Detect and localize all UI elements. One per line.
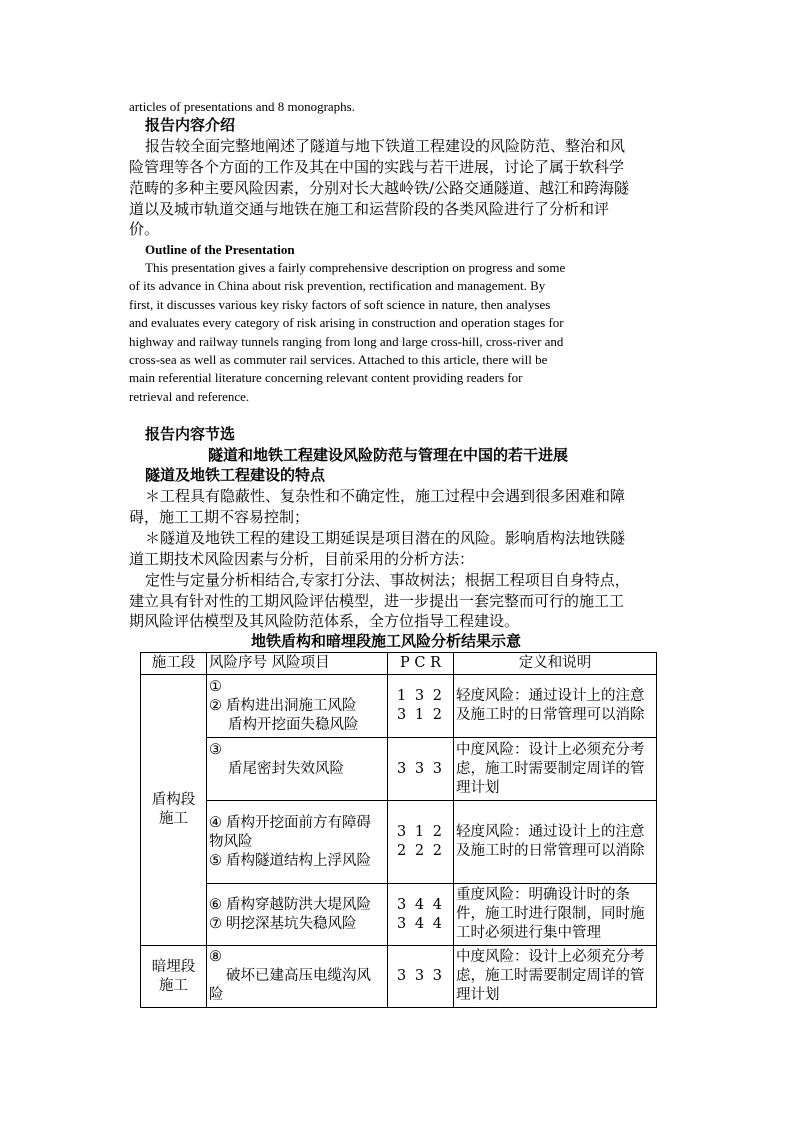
risk-item: 盾构隧道结构上浮风险 [226,852,371,869]
risk-definition: 中度风险：设计上必须充分考虑，施工时需要制定周详的管理计划 [454,946,657,1008]
intro-line: 价。 [129,220,160,238]
pcr-value: 3 4 4 [397,896,444,913]
pcr-values [388,884,454,946]
intro-line: 道以及城市轨道交通与地铁在施工和运营阶段的各类风险进行了分析和评 [129,200,610,218]
outline-line: highway and railway tunnels ranging from long and large cross-hill, cross-river and [129,334,564,349]
excerpt-line: ＊隧道及地铁工程的建设工期延误是项目潜在的风险。影响盾构法地铁隧 [145,529,626,547]
stage-cell [141,946,207,1008]
excerpt-title: 隧道和地铁工程建设风险防范与管理在中国的若干进展 [208,446,569,464]
header-stage: 施工段 [141,653,207,675]
excerpt-line: 定性与定量分析相结合,专家打分法、事故树法；根据工程项目自身特点， [145,571,630,589]
outline-line: and evaluates every category of risk arising in construction and operation stages for [129,315,564,330]
stage-name: 盾构段 [151,792,196,808]
pcr-value: 3 1 2 [397,824,444,840]
risk-item: 盾构进出洞施工风险 [226,697,357,714]
risk-item: 盾构开挖面失稳风险 [228,716,359,733]
pcr-value: 3 3 3 [397,760,444,777]
pcr-value: 1 3 2 [397,688,444,704]
risk-number: ⑥ [209,896,222,913]
table-row [141,884,657,946]
excerpt-line: ＊工程具有隐蔽性、复杂性和不确定性，施工过程中会遇到很多困难和障 [145,487,626,505]
header-definition: 定义和说明 [454,653,657,675]
pcr-value: 3 4 4 [397,915,444,932]
stage-name: 施工 [159,977,188,994]
outline-line: This presentation gives a fairly comprehensive description on progress and some [145,260,566,275]
intro-line: 范畴的多种主要风险因素，分别对长大越岭铁/公路交通隧道、越江和跨海隧 [129,179,630,197]
risk-number: ⑤ [209,852,222,869]
risk-definition: 轻度风险：通过设计上的注意及施工时的日常管理可以消除 [454,675,657,738]
table-row [141,801,657,884]
risk-definition: 中度风险：设计上必须充分考虑，施工时需要制定周详的管理计划 [454,738,657,801]
excerpt-line: 碍，施工工期不容易控制； [129,508,310,526]
risk-item: 盾尾密封失效风险 [228,760,344,777]
intro-heading: 报告内容介绍 [145,116,236,134]
header-pcr: P C R [388,653,454,675]
excerpt-heading: 报告内容节选 [145,425,236,443]
risk-number: ③ [209,741,222,758]
outline-line: first, it discusses various key risky factors of soft science in nature, then analyses [129,297,551,312]
intro-line: 险管理等各个方面的工作及其在中国的实践与若干进展，讨论了属于软科学 [129,158,625,176]
pcr-value: 3 3 3 [397,968,444,984]
outline-line: of its advance in China about risk prevention, rectification and management. By [129,278,546,293]
risk-item: 破坏已建高压电缆沟风险 [209,968,371,1003]
pcr-values [388,675,454,738]
risk-number: ① [209,678,222,695]
intro-line: 报告较全面完整地阐述了隧道与地下铁道工程建设的风险防范、整治和风 [145,137,626,155]
outline-line: cross-sea as well as commuter rail services. Attached to this article, there will be [129,352,548,367]
risk-item: 盾构开挖面前方有障碍物风险 [209,814,371,850]
header-risk: 风险序号 风险项目 [207,653,388,675]
excerpt-line: 道工期技术风险因素与分析，目前采用的分析方法： [129,550,475,568]
top-line: articles of presentations and 8 monographs. [129,99,355,114]
risk-item: 盾构穿越防洪大堤风险 [226,896,371,913]
table-row [141,946,657,1008]
excerpt-line: 建立具有针对性的工期风险评估模型，进一步提出一套完整而可行的施工工 [129,592,625,610]
pcr-values [388,801,454,884]
outline-line: main referential literature concerning relevant content providing readers for [129,370,523,385]
pcr-value: 2 2 2 [397,843,444,859]
risk-items [207,801,388,884]
pcr-values [388,946,454,1008]
stage-name: 暗埋段 [151,958,196,975]
table-header-row [141,653,657,675]
risk-number: ④ [209,814,222,831]
stage-name: 施工 [159,811,188,827]
risk-items [207,675,388,738]
risk-number: ⑧ [209,949,222,965]
risk-number: ② [209,697,222,714]
excerpt-subheading: 隧道及地铁工程建设的特点 [145,466,326,484]
pcr-value: 3 1 2 [397,707,444,723]
table-row [141,738,657,801]
stage-cell [141,675,207,946]
outline-line: retrieval and reference. [129,389,250,404]
pcr-values [388,738,454,801]
risk-items [207,884,388,946]
outline-heading: Outline of the Presentation [145,242,295,257]
risk-table [140,652,657,1008]
risk-item: 明挖深基坑失稳风险 [226,915,357,932]
table-row [141,675,657,738]
risk-definition: 轻度风险：通过设计上的注意及施工时的日常管理可以消除 [454,801,657,884]
risk-items [207,946,388,1008]
risk-items [207,738,388,801]
risk-definition: 重度风险：明确设计时的条件，施工时进行限制，同时施工时必须进行集中管理 [454,884,657,946]
excerpt-line: 期风险评估模型及其风险防范体系，全方位指导工程建设。 [129,612,520,630]
risk-number: ⑦ [209,915,222,932]
table-caption: 地铁盾构和暗埋段施工风险分析结果示意 [251,632,522,650]
